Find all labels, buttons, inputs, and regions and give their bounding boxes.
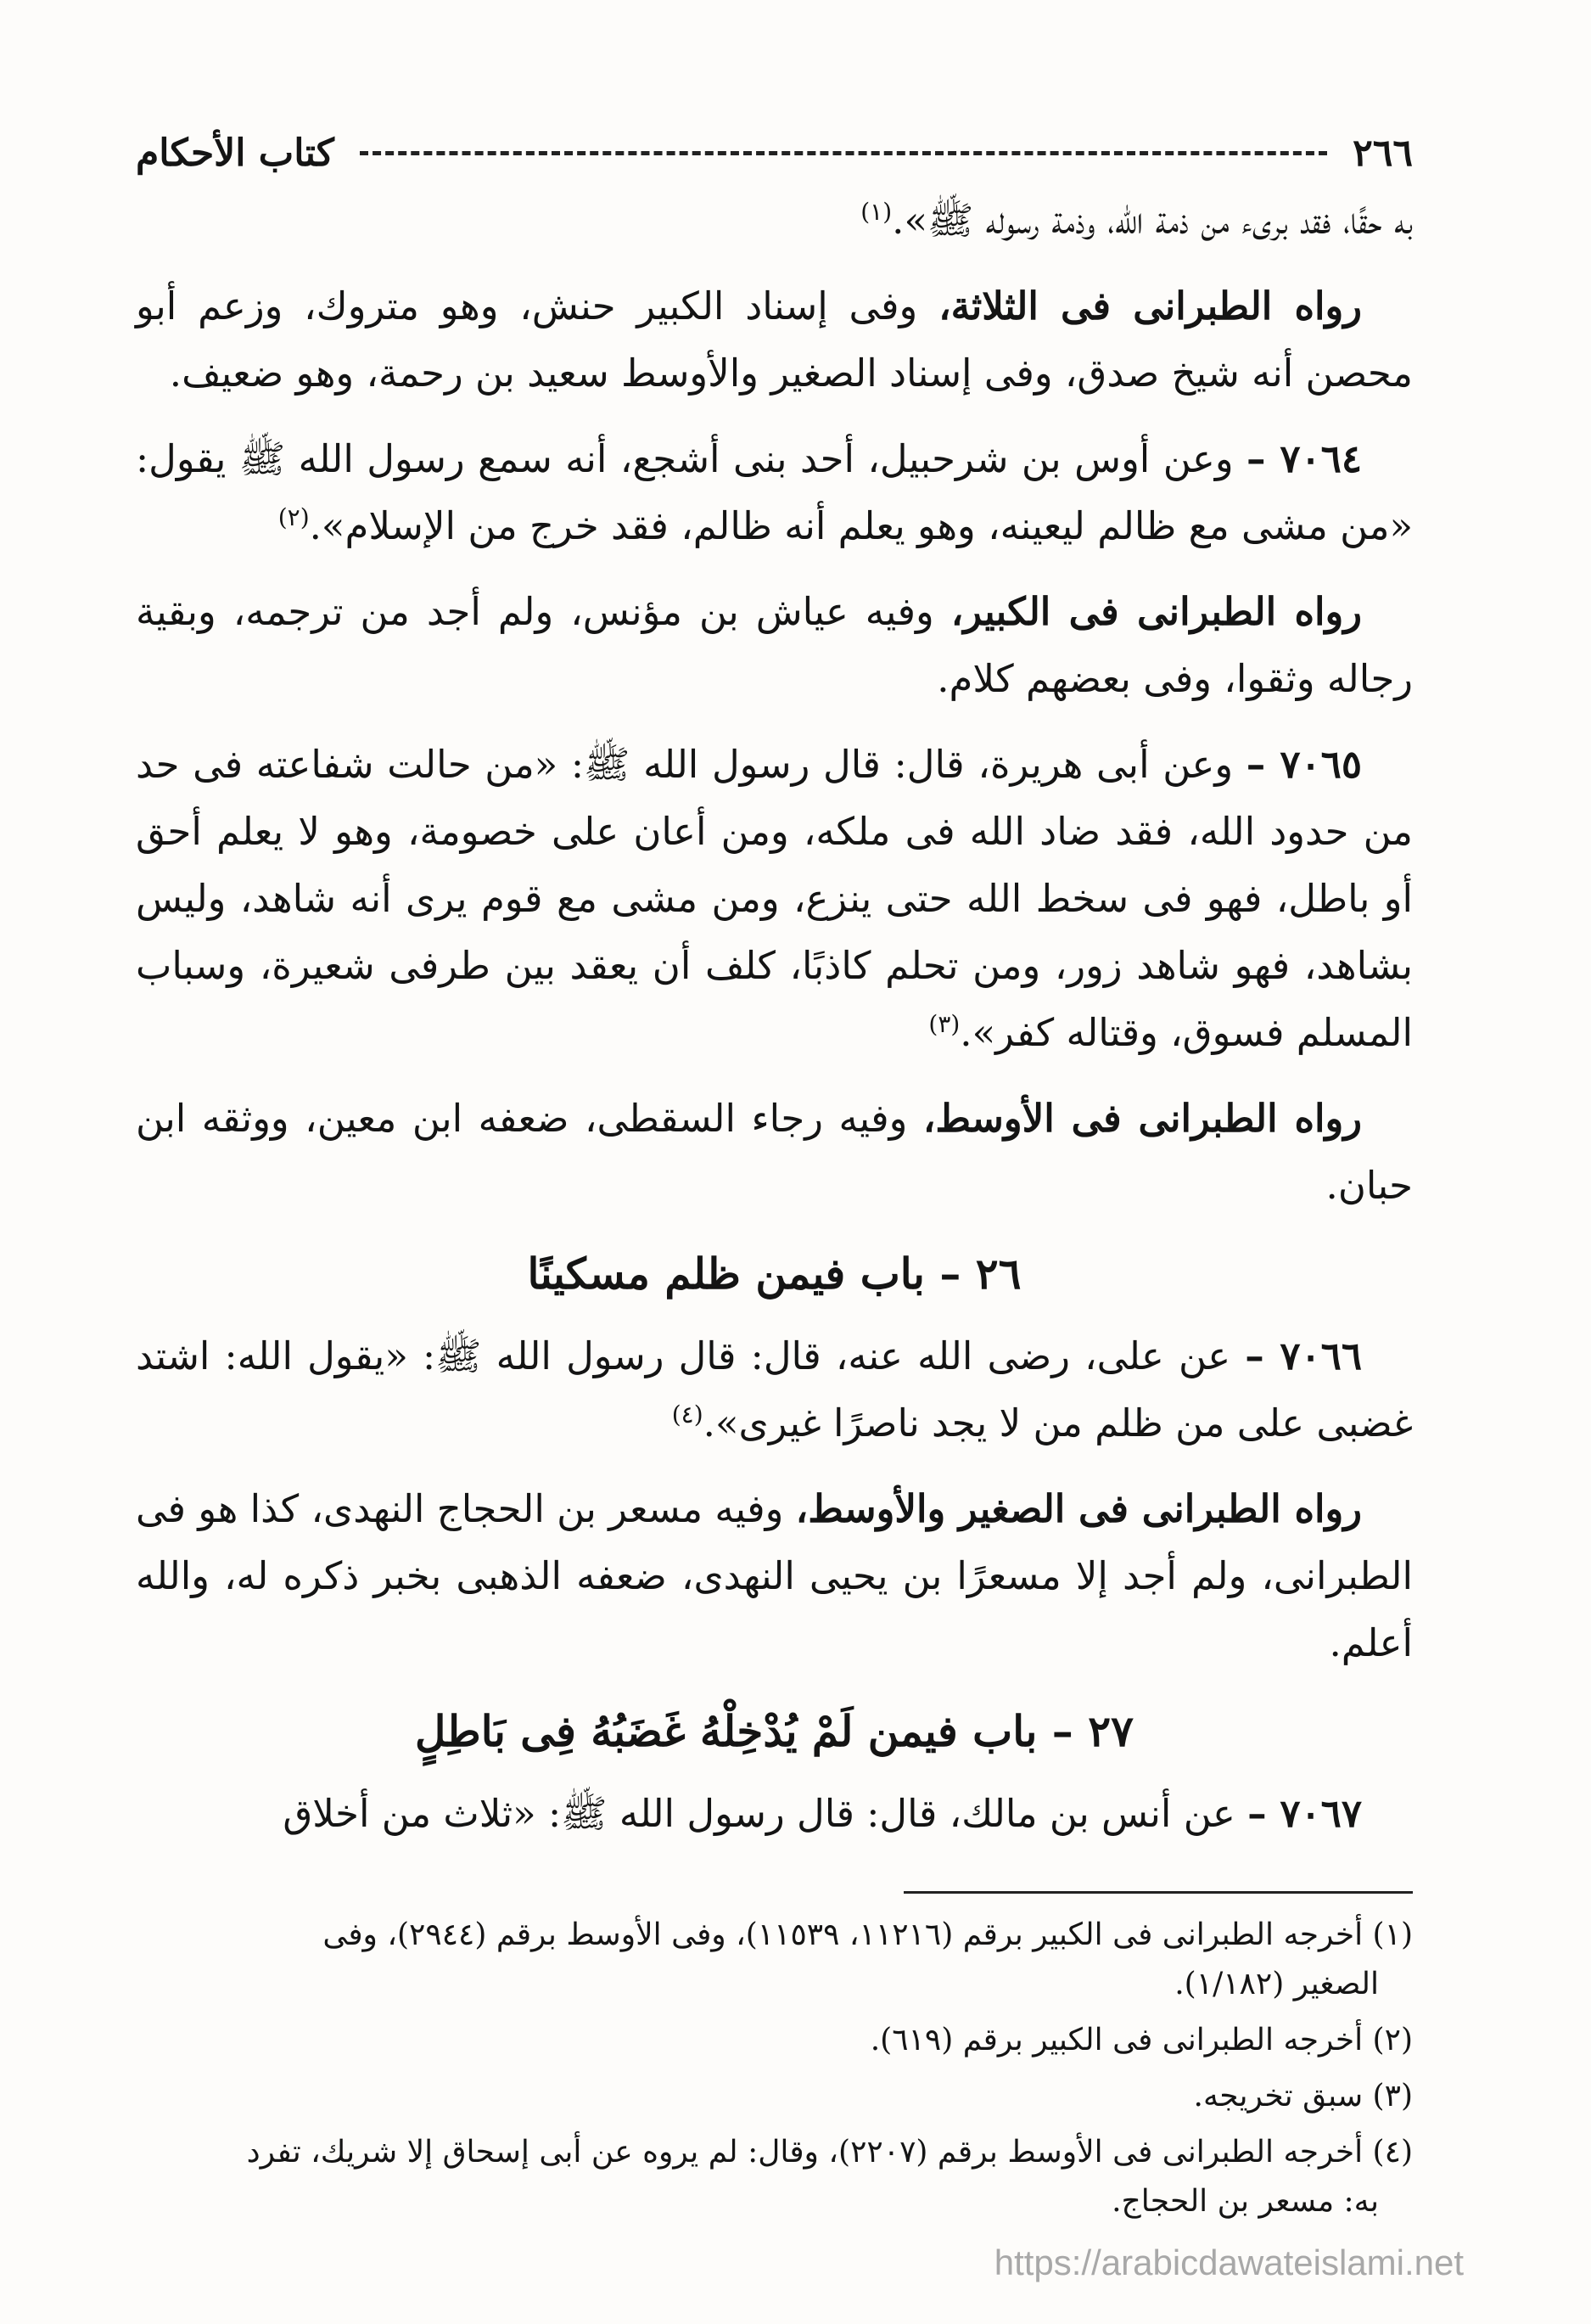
footnote-4 (136, 2128, 1413, 2226)
footnote-ref: (٣) (928, 1010, 961, 1038)
page-number: ٢٦٦ (1353, 131, 1413, 175)
chapter-heading-26: ٢٦ – باب فيمن ظلم مسكينًا (527, 1249, 1022, 1299)
hadith-number: ٧٠٦٥ – (1246, 742, 1363, 787)
hadith-text: عن على، رضى الله عنه، قال: قال رسول الله ﷺ: «يقول الله: اشتد غضبى على من ظلم من لا يجد ناصرًا غيرى». (136, 1333, 1413, 1445)
hadith-7067 (136, 1780, 1413, 1847)
footnote-text: (٤) أخرجه الطبرانى فى الأوسط برقم (٢٢٠٧)، وقال: لم يروه عن أبى إسحاق إلا شريك، تفرد (246, 2135, 1413, 2170)
footnote-text-continued: به: مسعر بن الحجاج. (1112, 2184, 1379, 2219)
header-rule (360, 151, 1327, 155)
footnote-ref: (٢) (277, 503, 310, 531)
paragraph-text: به حقًا، فقد برىء من ذمة الله، وذمة رسوله ﷺ». (892, 198, 1413, 243)
hadith-text: وعن أوس بن شرحبيل، أحد بنى أشجع، أنه سمع رسول الله ﷺ يقول: «من مشى مع ظالم ليعينه، وهو يعلم أنه ظالم، فقد خرج من الإسلام». (136, 436, 1413, 548)
hadith-number: ٧٠٦٧ – (1247, 1791, 1362, 1836)
paragraph-commentary (136, 1475, 1413, 1676)
source-label: رواه الطبرانى فى الكبير، (950, 589, 1362, 634)
source-label: رواه الطبرانى فى الأوسط، (922, 1096, 1362, 1141)
hadith-text: وعن أبى هريرة، قال: قال رسول الله ﷺ: «من حالت شفاعته فى حد من حدود الله، فقد ضاد الله فى ملكه، ومن أعان على خصومة، وهو لا يعلم أحق أو باطل، فهو فى سخط الله حتى ينزع، ومن مشى مع قوم يرى أنه شاهد، وليس بشاهد، فهو شاهد زور، ومن تحلم كاذبًا، كلف أن يعقد بين طرفى شعيرة، وسباب المسلم فسوق، وقتاله كفر». (136, 742, 1413, 1055)
footnotes (136, 1911, 1413, 2226)
page-header (136, 119, 1413, 187)
footnote-3: (٣) سبق تخريجه. (1193, 2079, 1413, 2113)
book-title: كتاب الأحكام (136, 131, 334, 175)
hadith-7065 (136, 731, 1413, 1066)
paragraph-text: وفيه مسعر بن الحجاج النهدى، كذا هو فى الطبرانى، ولم أجد إلا مسعرًا بن يحيى النهدى، ضعفه الذهبى بخبر ذكره له، والله أعلم. (136, 1486, 1413, 1665)
hadith-text: عن أنس بن مالك، قال: قال رسول الله ﷺ: «ثلاث من أخلاق (283, 1791, 1248, 1836)
footnote-2: (٢) أخرجه الطبرانى فى الكبير برقم (٦١٩). (870, 2023, 1413, 2057)
paragraph-text: وفى إسناد الكبير حنش، وهو متروك، وزعم أبو محصن أنه شيخ صدق، وفى إسناد الصغير والأوسط سعيد بن رحمة، وهو ضعيف. (136, 283, 1413, 396)
paragraph-text: وفيه رجاء السقطى، ضعفه ابن معين، ووثقه ابن حبان. (136, 1096, 1413, 1208)
paragraph-commentary (136, 1085, 1413, 1219)
footnote-separator (904, 1891, 1413, 1894)
footnote-text: (١) أخرجه الطبرانى فى الكبير برقم (١١٢١٦، ١١٥٣٩)، وفى الأوسط برقم (٢٩٤٤)، وفى (322, 1917, 1413, 1952)
paragraph-commentary (136, 272, 1413, 407)
footnote-ref: (١) (860, 198, 893, 226)
paragraph-text: وفيه عياش بن مؤنس، ولم أجد من ترجمه، وبقية رجاله وثقوا، وفى بعضهم كلام. (136, 589, 1413, 701)
source-label: رواه الطبرانى فى الصغير والأوسط، (795, 1486, 1362, 1531)
footnote-ref: (٤) (671, 1401, 703, 1429)
hadith-number: ٧٠٦٤ – (1246, 436, 1362, 481)
chapter-heading-27: ٢٧ – باب فيمن لَمْ يُدْخِلْهُ غَضَبُهُ فِى بَاطِلٍ (415, 1706, 1134, 1756)
paragraph-commentary (136, 578, 1413, 712)
paragraph-continuation (136, 187, 1413, 254)
footnote-text-continued: الصغير (١/١٨٢). (1174, 1967, 1379, 2001)
book-page (136, 119, 1413, 2233)
source-label: رواه الطبرانى فى الثلاثة، (938, 283, 1362, 328)
hadith-7066 (136, 1322, 1413, 1457)
footnote-1 (136, 1911, 1413, 2009)
hadith-number: ٧٠٦٦ – (1245, 1333, 1362, 1378)
watermark-url: https://arabicdawateislami.net (994, 2243, 1464, 2282)
hadith-7064 (136, 425, 1413, 559)
